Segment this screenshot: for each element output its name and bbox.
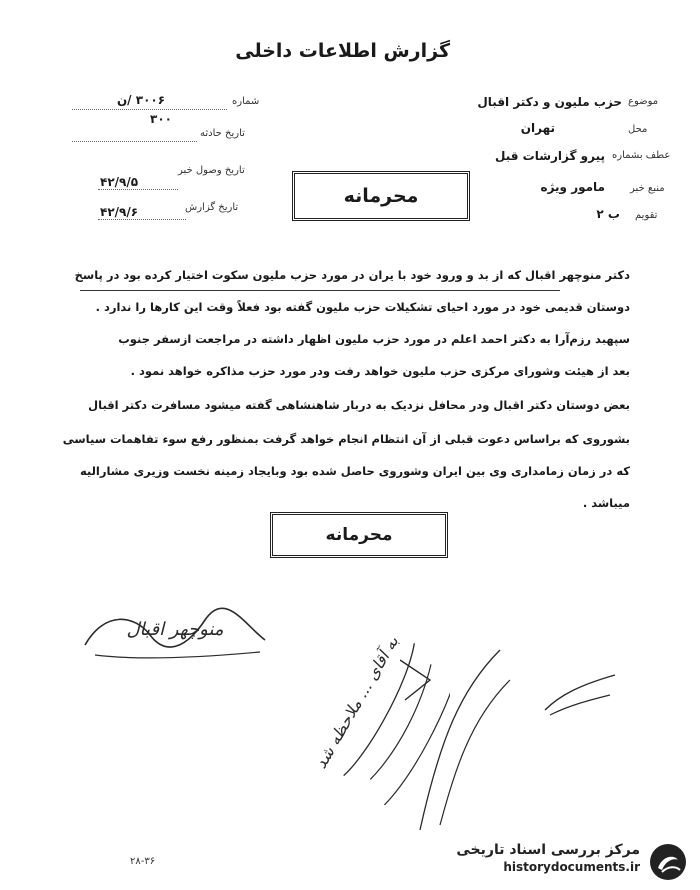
number-dots xyxy=(72,108,227,110)
ref-value: پیرو گزارشات قبل xyxy=(495,149,605,163)
source-value: مامور ویژه xyxy=(540,180,605,194)
body-line: دوستان قدیمی خود در مورد احیای تشکیلات حزب ملیون گفته بود فعلاً وقت این کارها را ندارد . xyxy=(95,300,630,314)
svg-text:به آقای ... ملاحظه شد: به آقای ... ملاحظه شد xyxy=(310,632,403,772)
source-label: منبع خبر xyxy=(630,183,665,194)
signature-left-text: منوچهر اقبال xyxy=(126,619,224,640)
watermark-en: historydocuments.ir xyxy=(503,860,640,874)
body-line: دکتر منوچهر اقبال که از بد و ورود خود با یران در مورد حزب ملیون سکوت اختیار کرده بود در پاسخ xyxy=(74,268,630,282)
receipt-date-label: تاریخ وصول خبر xyxy=(178,165,245,176)
signature-left xyxy=(75,590,275,670)
watermark xyxy=(456,842,640,874)
report-date-label: تاریخ گزارش xyxy=(185,202,239,213)
body-line: بشوروی که براساس دعوت قبلی از آن انتظام انجام خواهد گرفت بمنظور رفع سوء تفاهمات سیاسی xyxy=(62,432,630,446)
rating-value: ب ۲ xyxy=(596,207,620,221)
receipt-date-value: ۴۲/۹/۵ xyxy=(100,175,139,189)
first-line-underline xyxy=(80,290,560,291)
handwritten-note-right xyxy=(400,640,520,840)
report-date-value: ۴۲/۹/۶ xyxy=(100,205,139,219)
number-value: ۳۰۰۶ /ن xyxy=(116,93,166,107)
body-line: که در زمان زمامداری وی بین ایران وشوروی حاصل شده بود وبایجاد زمینه نخست وزیری مشارالیه xyxy=(79,464,630,478)
number-sub: ۳۰۰ xyxy=(150,112,172,126)
archive-logo-icon xyxy=(648,842,688,882)
confidential-stamp-top: محرمانه xyxy=(292,171,470,221)
document-title: گزارش اطلاعات داخلی xyxy=(235,40,450,62)
ref-label: عطف بشماره xyxy=(612,150,671,161)
place-label: محل xyxy=(628,124,648,135)
body-line: بعد از هیئت وشورای مرکزی حزب ملیون خواهد رفت ودر مورد حزب مذاکره خواهد نمود . xyxy=(130,364,630,378)
place-value: تهران xyxy=(520,121,555,135)
archive-code: ۲۸-۳۶ xyxy=(130,856,156,867)
confidential-stamp-bottom: محرمانه xyxy=(270,512,448,558)
body-line: بعض دوستان دکتر اقبال ودر محافل نزدیک به دربار شاهنشاهی گفته میشود مسافرت دکتر اقبال xyxy=(88,398,630,412)
event-date-label: تاریخ حادثه xyxy=(200,128,245,139)
event-date-dots xyxy=(72,140,197,142)
number-label: شماره xyxy=(232,96,260,107)
initials-mark xyxy=(540,670,620,720)
rating-label: تقویم xyxy=(635,210,658,221)
watermark-fa: مرکز بررسی اسناد تاریخی xyxy=(456,842,640,858)
subject-value: حزب ملیون و دکتر اقبال xyxy=(477,95,622,109)
body-line: سپهبد رزم‌آرا به دکتر احمد اعلم در مورد حزب ملیون اظهار داشته در مراجعت ازسفر جنوب xyxy=(118,332,630,346)
body-line: میباشد . xyxy=(582,496,630,510)
subject-label: موضوع xyxy=(628,96,659,107)
